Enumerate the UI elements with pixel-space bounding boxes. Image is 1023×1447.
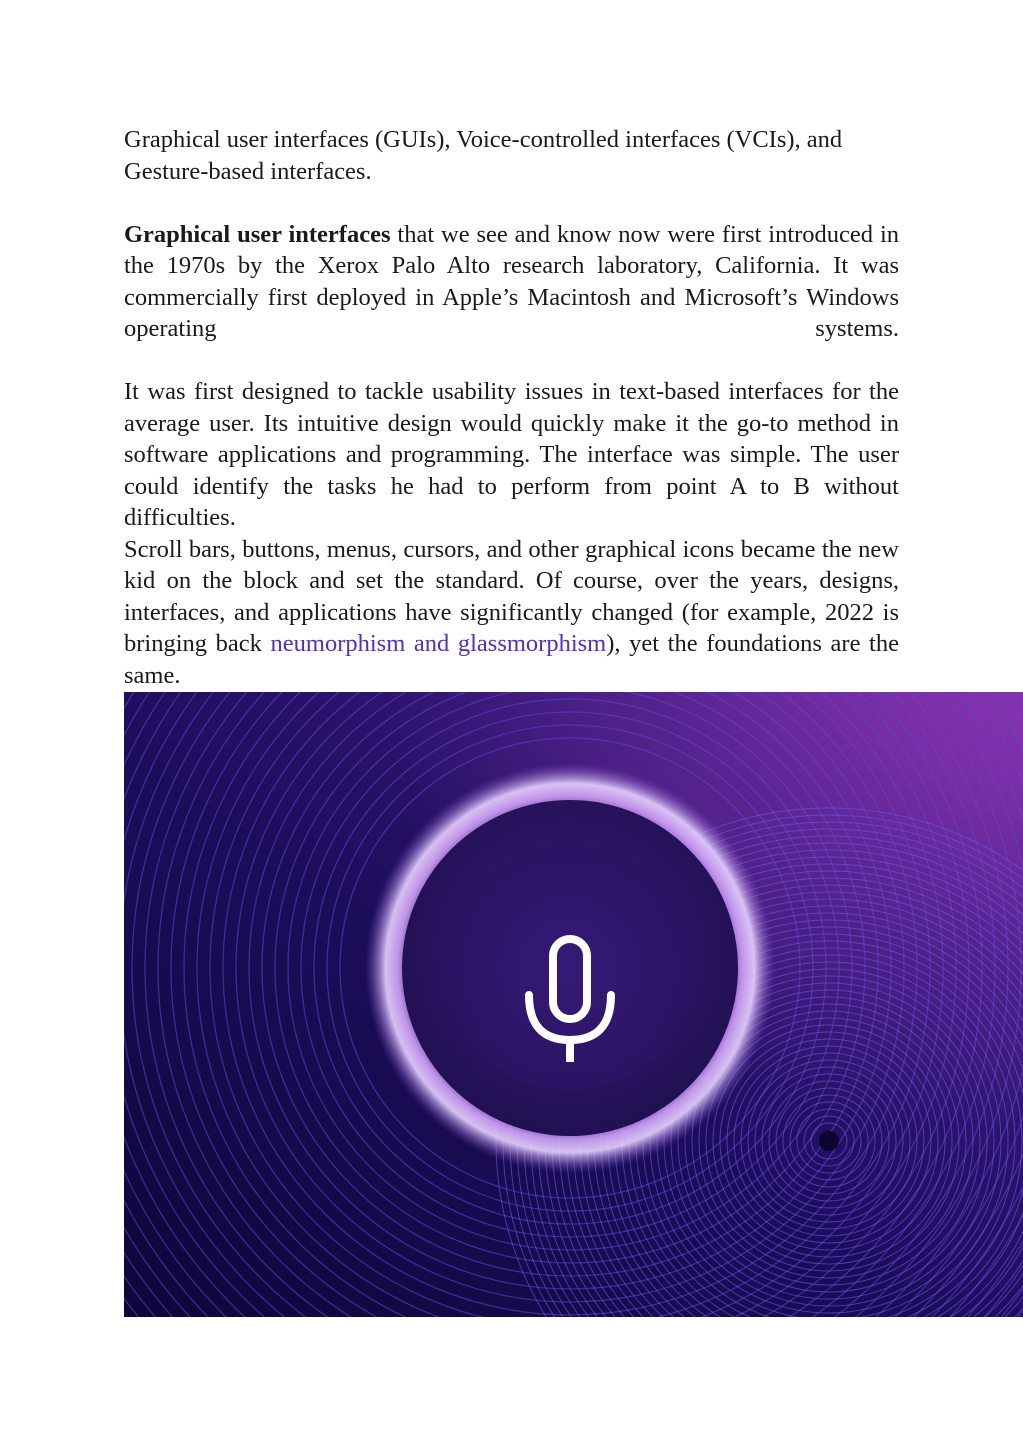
neumorphism-link[interactable]: neumorphism and glassmorphism xyxy=(270,630,607,657)
intro-paragraph: Graphical user interfaces (GUIs), Voice-controlled interfaces (VCIs), and Gesture-based interfaces. xyxy=(124,126,843,185)
wave-center-dot xyxy=(819,1131,839,1151)
paragraph-gap xyxy=(124,187,899,219)
scroll-paragraph-text-end: ), yet the foundations are the same. xyxy=(124,630,899,689)
paragraph-gap xyxy=(124,345,899,377)
article-body xyxy=(124,124,899,691)
scroll-paragraph-text-start: Scroll bars, buttons, menus, cursors, and other graphical icons became the new kid on the block and set the standard. Of course, over the years, designs, interfaces, and applications have significantly changed (for example, 2022 is bringing back xyxy=(124,535,899,657)
voice-assistant-illustration xyxy=(124,692,1023,1317)
usability-paragraph: It was first designed to tackle usability issues in text-based interfaces for the average user. Its intuitive design would quickly make it the go-to method in software applications and programming. The interface was simple. The user could identify the tasks he had to perform from point A to B without difficulties. xyxy=(124,378,899,531)
voice-assistant-image xyxy=(124,692,1023,1317)
gui-paragraph-text: that we see and know now were first introduced in the 1970s by the Xerox Palo Alto research laboratory, California. It was commercially first deployed in Apple’s Macintosh and Microsoft’s Windows operating systems. xyxy=(124,220,900,342)
gui-paragraph xyxy=(124,219,899,345)
scroll-paragraph xyxy=(124,534,899,692)
gui-heading: Graphical user interfaces xyxy=(124,220,391,248)
